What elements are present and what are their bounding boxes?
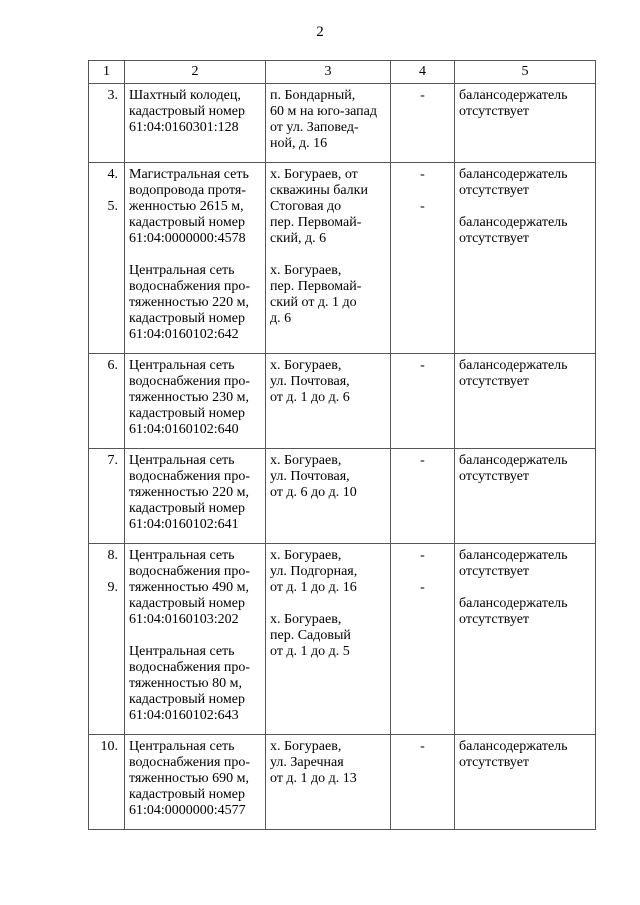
cell-balance-holder bbox=[455, 544, 596, 735]
column-4-value: - bbox=[420, 88, 425, 103]
column-4-value: - bbox=[420, 739, 425, 754]
cell-item-number bbox=[89, 84, 125, 163]
table-row bbox=[89, 449, 596, 544]
item-number: 10. bbox=[100, 739, 118, 754]
object-description: Центральная сеть водоснабжения про- тяженностью 690 м, кадастровый номер 61:04:0000000:4577 bbox=[129, 739, 251, 818]
cell-object-description bbox=[125, 163, 266, 354]
item-number: 8. bbox=[107, 548, 118, 563]
object-location: х. Богураев, пер. Садовый от д. 1 до д. 5 bbox=[270, 612, 351, 659]
column-4-value: - bbox=[420, 199, 425, 214]
object-location: х. Богураев, ул. Заречная от д. 1 до д. 13 bbox=[270, 739, 357, 786]
cell-column-4-value bbox=[391, 449, 455, 544]
cell-balance-holder bbox=[455, 735, 596, 830]
cell-column-4-value bbox=[391, 354, 455, 449]
balance-holder: балансодержатель отсутствует bbox=[459, 596, 568, 627]
item-number: 3. bbox=[107, 88, 118, 103]
header-col-3: 3 bbox=[266, 61, 391, 84]
cell-item-number bbox=[89, 354, 125, 449]
balance-holder: балансодержатель отсутствует bbox=[459, 548, 568, 579]
cell-object-description bbox=[125, 449, 266, 544]
object-description: Центральная сеть водоснабжения про- тяженностью 490 м, кадастровый номер 61:04:0160103:202 bbox=[129, 548, 251, 627]
header-col-2: 2 bbox=[125, 61, 266, 84]
object-location: х. Богураев, ул. Подгорная, от д. 1 до д. 16 bbox=[270, 548, 358, 595]
column-4-value: - bbox=[420, 167, 425, 182]
cell-column-4-value bbox=[391, 163, 455, 354]
item-number: 9. bbox=[107, 580, 118, 595]
object-description: Магистральная сеть водопровода протя- женностью 2615 м, кадастровый номер 61:04:0000000:4578 bbox=[129, 167, 249, 246]
item-number: 6. bbox=[107, 358, 118, 373]
header-col-1: 1 bbox=[89, 61, 125, 84]
registry-table bbox=[88, 60, 596, 830]
column-4-value: - bbox=[420, 358, 425, 373]
cell-object-description bbox=[125, 544, 266, 735]
balance-holder: балансодержатель отсутствует bbox=[459, 88, 568, 119]
object-location: п. Бондарный, 60 м на юго-запад от ул. Заповед- ной, д. 16 bbox=[270, 88, 377, 151]
cell-item-number bbox=[89, 735, 125, 830]
object-location: х. Богураев, ул. Почтовая, от д. 1 до д. 6 bbox=[270, 358, 350, 405]
object-description: Центральная сеть водоснабжения про- тяженностью 230 м, кадастровый номер 61:04:0160102:640 bbox=[129, 358, 251, 437]
balance-holder: балансодержатель отсутствует bbox=[459, 453, 568, 484]
cell-object-location bbox=[266, 84, 391, 163]
object-description: Центральная сеть водоснабжения про- тяженностью 220 м, кадастровый номер 61:04:0160102:642 bbox=[129, 263, 251, 342]
cell-balance-holder bbox=[455, 354, 596, 449]
table-row bbox=[89, 544, 596, 735]
header-col-5: 5 bbox=[455, 61, 596, 84]
table-body bbox=[89, 84, 596, 830]
balance-holder: балансодержатель отсутствует bbox=[459, 739, 568, 770]
table-row bbox=[89, 354, 596, 449]
item-number: 4. bbox=[107, 167, 118, 182]
table-row bbox=[89, 163, 596, 354]
object-description: Центральная сеть водоснабжения про- тяженностью 220 м, кадастровый номер 61:04:0160102:641 bbox=[129, 453, 251, 532]
cell-column-4-value bbox=[391, 84, 455, 163]
balance-holder: балансодержатель отсутствует bbox=[459, 215, 568, 246]
object-description: Центральная сеть водоснабжения про- тяженностью 80 м, кадастровый номер 61:04:0160102:643 bbox=[129, 644, 251, 723]
page-number: 2 bbox=[316, 24, 324, 40]
cell-object-location bbox=[266, 544, 391, 735]
cell-object-description bbox=[125, 84, 266, 163]
object-location: х. Богураев, ул. Почтовая, от д. 6 до д. 10 bbox=[270, 453, 357, 500]
cell-object-location bbox=[266, 163, 391, 354]
cell-balance-holder bbox=[455, 84, 596, 163]
cell-item-number bbox=[89, 163, 125, 354]
cell-balance-holder bbox=[455, 449, 596, 544]
table-row bbox=[89, 735, 596, 830]
cell-object-description bbox=[125, 735, 266, 830]
object-location: х. Богураев, пер. Первомай- ский от д. 1 до д. 6 bbox=[270, 263, 362, 326]
header-col-4: 4 bbox=[391, 61, 455, 84]
header-row bbox=[89, 61, 596, 84]
cell-object-description bbox=[125, 354, 266, 449]
object-location: х. Богураев, от скважины балки Стоговая до пер. Первомай- ский, д. 6 bbox=[270, 167, 368, 246]
balance-holder: балансодержатель отсутствует bbox=[459, 358, 568, 389]
cell-column-4-value bbox=[391, 735, 455, 830]
table-row bbox=[89, 84, 596, 163]
item-number: 7. bbox=[107, 453, 118, 468]
column-4-value: - bbox=[420, 548, 425, 563]
item-number: 5. bbox=[107, 199, 118, 214]
cell-item-number bbox=[89, 449, 125, 544]
cell-item-number bbox=[89, 544, 125, 735]
cell-object-location bbox=[266, 735, 391, 830]
cell-object-location bbox=[266, 354, 391, 449]
column-4-value: - bbox=[420, 580, 425, 595]
cell-column-4-value bbox=[391, 544, 455, 735]
balance-holder: балансодержатель отсутствует bbox=[459, 167, 568, 198]
column-4-value: - bbox=[420, 453, 425, 468]
object-description: Шахтный колодец, кадастровый номер 61:04:0160301:128 bbox=[129, 88, 245, 135]
cell-object-location bbox=[266, 449, 391, 544]
cell-balance-holder bbox=[455, 163, 596, 354]
